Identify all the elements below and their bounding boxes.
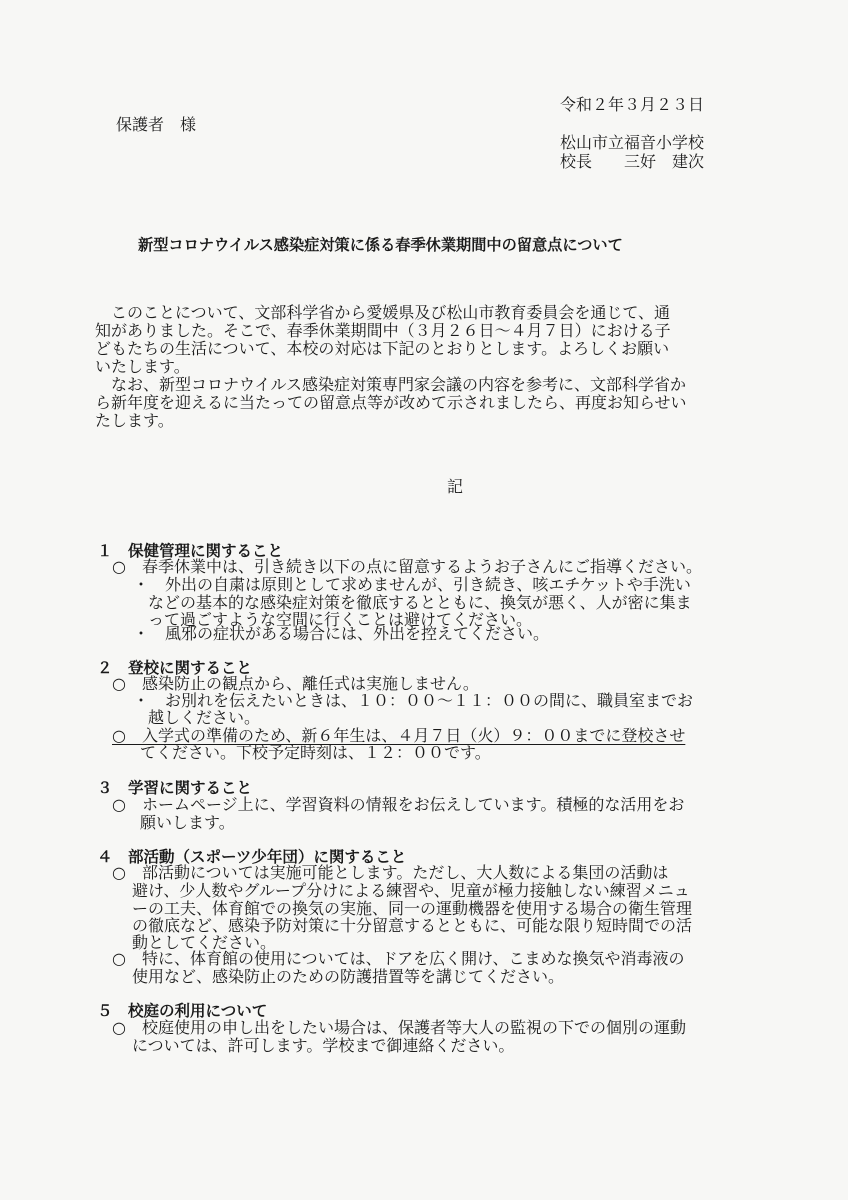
school-name: 松山市立福音小学校 — [560, 133, 705, 152]
intro-line: いたします。 — [95, 357, 190, 376]
section-3-line: ○ ホームページ上に、学習資料の情報をお伝えしています。積極的な活用をお — [112, 795, 685, 814]
section-5-line: については、許可します。学校まで御連絡ください。 — [132, 1036, 515, 1055]
section-5-line: ○ 校庭使用の申し出をしたい場合は、保護者等大人の監視の下での個別の運動 — [112, 1018, 686, 1037]
intro-line: どもたちの生活について、本校の対応は下記のとおりとします。よろしくお願い — [95, 339, 670, 358]
principal-name: 校長 三好 建次 — [560, 152, 705, 171]
section-4-line: ○ 部活動については実施可能とします。ただし、大人数による集団の活動は — [112, 863, 669, 882]
section-5-heading: ５ 校庭の利用について — [97, 1002, 268, 1020]
section-2-line: ○ 入学式の準備のため、新６年生は、４月７日（火）９：００までに登校させ — [112, 726, 686, 745]
section-1-heading: １ 保健管理に関すること — [97, 542, 284, 560]
section-4-line: 使用など、感染防止のための防護措置等を講じてください。 — [132, 967, 565, 986]
section-2-line: ・ お別れを伝えたいときは、１０：００～１１：００の間に、職員室までお — [133, 691, 694, 710]
section-1-line: ・ 風邪の症状がある場合には、外出を控えてください。 — [133, 624, 550, 643]
intro-line: ら新年度を迎えるに当たっての留意点等が改めて示されましたら、再度お知らせい — [95, 393, 687, 412]
section-4-heading: ４ 部活動（スポーツ少年団）に関すること — [97, 848, 407, 866]
section-1-line: って過ごすような空間に行くことは避けてください。 — [148, 610, 533, 629]
section-4-line: の徹底など、感染予防対策に十分留意するとともに、可能な限り短時間での活 — [132, 916, 693, 935]
section-1-line: ・ 外出の自粛は原則として求めませんが、引き続き、咳エチケットや手洗い — [133, 575, 691, 594]
intro-line: 知がありました。そこで、春季休業期間中（３月２６日～４月７日）における子 — [95, 321, 671, 340]
section-3-line: 願いします。 — [140, 813, 235, 832]
intro-line: なお、新型コロナウイルス感染症対策専門家会議の内容を参考に、文部科学省か — [95, 375, 687, 394]
section-3-heading: ３ 学習に関すること — [97, 779, 253, 797]
intro-line: たします。 — [95, 411, 174, 430]
date: 令和２年３月２３日 — [560, 95, 705, 114]
intro-line: このことについて、文部科学省から愛媛県及び松山市教育委員会を通じて、通 — [95, 303, 671, 322]
section-1-line: などの基本的な感染症対策を徹底するとともに、換気が悪く、人が密に集ま — [148, 593, 692, 612]
section-4-line: 避け、少人数やグループ分けによる練習や、児童が極力接触しない練習メニュ — [132, 881, 690, 900]
section-1-line: ○ 春季休業中は、引き続き以下の点に留意するようお子さんにご指導ください。 — [112, 557, 702, 576]
document-title: 新型コロナウイルス感染症対策に係る春季休業期間中の留意点について — [138, 236, 623, 254]
section-4-line: ーの工夫、体育館での換気の実施、同一の運動機器を使用する場合の衛生管理 — [132, 899, 693, 918]
section-2-heading: ２ 登校に関すること — [97, 659, 253, 677]
section-2-line: 越しください。 — [148, 708, 261, 727]
section-2-line: てください。下校予定時刻は、１２：００です。 — [140, 743, 491, 762]
section-4-line: ○ 特に、体育館の使用については、ドアを広く開け、こまめな換気や消毒液の — [112, 949, 685, 968]
section-4-line: 動としてください。 — [132, 933, 277, 952]
ki-mark: 記 — [447, 477, 464, 496]
section-2-line: ○ 感染防止の観点から、離任式は実施しません。 — [112, 674, 479, 693]
recipient: 保護者 様 — [116, 115, 197, 134]
